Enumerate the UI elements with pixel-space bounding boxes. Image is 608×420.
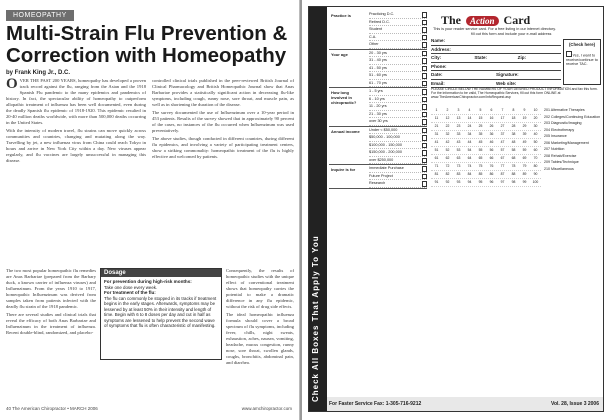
section-tab: HOMEOPATHY (6, 10, 74, 21)
grid-number[interactable]: 52 (445, 148, 450, 152)
form-field-label: Address: (431, 46, 451, 52)
survey-option[interactable] (369, 111, 427, 119)
category-label[interactable]: 206 Marketing/Management (544, 140, 589, 145)
brand-logo: Action (466, 16, 499, 26)
grid-row (431, 147, 541, 155)
grid-number[interactable]: 31 (434, 132, 439, 136)
grid-number[interactable]: 93 (456, 180, 461, 184)
grid-number[interactable]: 100 (532, 180, 539, 184)
grid-number[interactable]: 73 (456, 164, 461, 168)
grid-number[interactable]: 45 (478, 140, 483, 144)
grid-number[interactable]: 75 (478, 164, 483, 168)
grid-row (431, 123, 541, 131)
grid-number[interactable]: 46 (489, 140, 494, 144)
grid-number[interactable]: 7 (501, 108, 504, 112)
dosage-heading: Dosage (101, 269, 221, 277)
grid-number[interactable]: 61 (434, 156, 439, 160)
checkbox[interactable] (422, 143, 428, 149)
survey-option[interactable] (369, 165, 427, 173)
dosage-sidebar (100, 268, 222, 360)
grid-row (431, 139, 541, 147)
left-page (0, 0, 300, 420)
grid-number[interactable]: 94 (467, 180, 472, 184)
side-banner (309, 7, 327, 411)
checkbox[interactable] (422, 81, 428, 87)
checkbox[interactable] (422, 20, 428, 26)
survey-option-label: 51 - 60 yrs (369, 73, 387, 77)
survey-option[interactable] (369, 11, 427, 19)
survey-option-label: Research (369, 181, 386, 185)
grid-number[interactable]: 91 (434, 180, 439, 184)
survey-question (329, 11, 427, 50)
survey-question-label: How long involved in chiropractic? (331, 90, 357, 105)
grid-number[interactable]: 60 (533, 148, 538, 152)
category-label[interactable]: 202 Colleges/Continuing Education (544, 114, 601, 119)
grid-number[interactable]: 76 (489, 164, 494, 168)
check-here-title: (Check here) (568, 42, 596, 47)
survey-option-label: 41 - 50 yrs (369, 65, 387, 70)
grid-number[interactable]: 5 (479, 108, 482, 112)
grid-number[interactable]: 78 (511, 164, 516, 168)
check-here-box (563, 39, 601, 85)
grid-number[interactable]: 55 (478, 148, 483, 152)
survey-option[interactable] (369, 26, 427, 34)
form-field-row[interactable] (431, 54, 561, 63)
checkbox[interactable] (422, 35, 428, 41)
checkbox[interactable] (422, 104, 428, 110)
survey-option-label: 1 - 5 yrs (369, 89, 383, 93)
survey-option-label: Retired D.C. (369, 19, 390, 24)
form-field-row[interactable] (431, 37, 561, 46)
check-here-item[interactable]: Yes, I want to receive/continue to receive TAC. (566, 50, 598, 66)
checkbox[interactable] (566, 51, 572, 57)
grid-number[interactable]: 82 (445, 172, 450, 176)
grid-number[interactable]: 96 (489, 180, 494, 184)
survey-option[interactable] (369, 103, 427, 111)
category-label[interactable]: 210 Miscellaneous (544, 166, 574, 171)
grid-number[interactable]: 69 (522, 156, 527, 160)
grid-row (431, 155, 541, 163)
grid-number[interactable]: 68 (511, 156, 516, 160)
category-label[interactable]: 204 Electrotherapy (544, 127, 575, 132)
form-field-label: Email: (431, 80, 445, 86)
category-label[interactable]: 209 Tables/Technique (544, 160, 579, 164)
checkbox[interactable] (422, 135, 428, 141)
grid-number[interactable]: 10 (533, 108, 538, 112)
right-page (302, 0, 608, 420)
grid-number[interactable]: 32 (445, 132, 450, 136)
article-title: Multi-Strain Flu Prevention & Correction with Homeopathy (6, 22, 288, 67)
checkbox[interactable] (422, 58, 428, 64)
grid-number[interactable]: 47 (500, 140, 505, 144)
grid-row (431, 179, 541, 187)
grid-number[interactable]: 83 (456, 172, 461, 176)
card-subtitle: This is your reader service card. For a free listing in our internet directory. (433, 27, 556, 31)
grid-number[interactable]: 44 (467, 140, 472, 144)
survey-option[interactable] (369, 80, 427, 88)
grid-number[interactable]: 51 (434, 148, 439, 152)
grid-number[interactable]: 12 (445, 116, 450, 120)
survey-question-label: Inquire is for (331, 167, 356, 172)
grid-number[interactable]: 18 (511, 116, 516, 120)
grid-number[interactable]: 86 (489, 172, 494, 176)
grid-number[interactable]: 3 (457, 108, 460, 112)
grid-number[interactable]: 27 (500, 124, 505, 128)
page-footer-right: www.amchiropractor.com (241, 406, 292, 411)
grid-number[interactable]: 13 (456, 116, 461, 120)
checkbox[interactable] (422, 166, 428, 172)
survey-option-label: 31 - 40 yrs (369, 58, 387, 62)
card-header (431, 11, 599, 35)
survey-option-label: over 30 yrs (369, 119, 388, 123)
survey-option[interactable] (369, 118, 427, 126)
survey-option-label: over $250,000 (369, 157, 394, 162)
grid-row (431, 131, 541, 139)
grid-number[interactable]: 4 (468, 108, 471, 112)
survey-option[interactable] (369, 149, 427, 157)
survey-option[interactable] (369, 142, 427, 150)
survey-option-label: Student (369, 27, 383, 31)
grid-row (431, 107, 541, 115)
grid-number[interactable]: 42 (445, 140, 450, 144)
grid-row (431, 163, 541, 171)
grid-number[interactable]: 21 (434, 124, 439, 128)
survey-question (329, 165, 427, 189)
survey-option[interactable] (369, 96, 427, 104)
grid-number[interactable]: 16 (489, 116, 494, 120)
grid-number[interactable]: 36 (489, 132, 494, 136)
survey-option[interactable] (369, 50, 427, 58)
survey-option[interactable] (369, 57, 427, 65)
survey-option-label: 11 - 20 yrs (369, 104, 387, 108)
grid-number[interactable]: 43 (456, 140, 461, 144)
form-field-label: Name: (431, 38, 446, 43)
checkbox[interactable] (422, 89, 428, 95)
grid-number[interactable]: 39 (522, 132, 527, 136)
grid-number[interactable]: 37 (500, 132, 505, 136)
checkbox[interactable] (422, 27, 428, 33)
article-byline: by Frank King Jr., D.C. (6, 70, 71, 76)
survey-question (329, 88, 427, 127)
grid-number[interactable]: 41 (434, 140, 439, 144)
survey-option-label: Future Project (369, 173, 393, 178)
dosage-body (101, 277, 221, 331)
grid-number[interactable]: 77 (500, 164, 505, 168)
circle-instructions: PLEASE CIRCLE BELOW THE NUMBERS OF YOUR DESIRED PRODUCT INFORMATION and fax this form. For the information to be valid, The Homeopathic Services, fill out this form ONLINE at www.TheAmericanChiropractor.com/InfoRequest.asp (431, 87, 598, 100)
paragraph: With the intensity of modern travel, flu strains can move quickly across communities and countries, changing and mutating along the way. Travelling by jet, a new influenza virus from China could reach Tokyo in hours and arrive in New York City within a day. New viruses appear regularly, and flu vaccines are largely unsuccessful in managing this disease. (6, 128, 146, 163)
survey-option-label: C.A. (369, 34, 377, 39)
grid-number[interactable]: 34 (467, 132, 472, 136)
brand-pre: The (441, 13, 462, 27)
checkbox[interactable] (422, 150, 428, 156)
grid-number[interactable]: 89 (522, 172, 527, 176)
survey-option-label: 61 - 70 yrs (369, 80, 387, 85)
dosage-prevention-label: For prevention during high-risk months: (104, 279, 192, 284)
fax-number: For Faster Service Fax: 1-305-716-9212 (329, 401, 422, 407)
grid-number[interactable]: 9 (523, 108, 526, 112)
form-field-label: City: (431, 55, 442, 60)
grid-number[interactable]: 20 (533, 116, 538, 120)
survey-option-label: Practicing D.C. (369, 12, 395, 16)
form-field-label: Signature: (496, 72, 519, 77)
grid-number[interactable]: 1 (435, 108, 438, 112)
form-field-label: Zip: (517, 55, 527, 60)
page-footer-left: 40 The American Chiropractor • MARCH 2006 (6, 406, 98, 411)
category-label[interactable]: 205 Insurance (544, 134, 567, 138)
grid-number[interactable]: 50 (533, 140, 538, 144)
checkbox[interactable] (422, 181, 428, 187)
survey-question-label: Annual income (331, 128, 360, 134)
grid-number[interactable]: 74 (467, 164, 472, 168)
survey-column (329, 11, 427, 209)
survey-option[interactable] (369, 88, 427, 96)
grid-number[interactable]: 26 (489, 124, 494, 128)
survey-question-label: Your age (331, 51, 348, 57)
grid-number[interactable]: 84 (467, 172, 472, 176)
form-field-row[interactable] (431, 46, 561, 55)
grid-number[interactable]: 90 (533, 172, 538, 176)
form-field-label: Web site: (496, 80, 517, 86)
grid-number[interactable]: 72 (445, 164, 450, 168)
survey-option[interactable] (369, 173, 427, 181)
survey-option-label: Under < $50,000 (369, 127, 398, 132)
grid-number[interactable]: 87 (500, 172, 505, 176)
grid-number[interactable]: 81 (434, 172, 439, 176)
grid-number[interactable]: 88 (511, 172, 516, 176)
grid-number[interactable]: 56 (489, 148, 494, 152)
category-labels (544, 107, 602, 172)
drop-cap: O (6, 78, 18, 92)
grid-number[interactable]: 6 (490, 108, 493, 112)
dosage-treatment-text: The flu can commonly be stopped in its tracks if treatment begins in the early stages. Afterwards, symptoms may be lessened by at least 50% in their intensity and length of time. Begin with 6 to 8 doses per day and cut in half as symptoms are lessened to help prevent the second wave of symptoms that flu is often characteristic of manifesting. (104, 295, 217, 328)
reader-service-card (308, 6, 604, 412)
grid-number[interactable]: 59 (522, 148, 527, 152)
grid-number[interactable]: 40 (533, 132, 538, 136)
card-brand (441, 13, 530, 28)
form-field-row[interactable] (431, 71, 561, 80)
survey-option-label: $150,000 - 200,000 (369, 150, 402, 154)
grid-number[interactable]: 70 (533, 156, 538, 160)
category-label[interactable]: 203 Diagnostic/Imaging (544, 121, 582, 125)
checkbox[interactable] (422, 66, 428, 72)
survey-option-label: $50,000 - 100,000 (369, 135, 400, 139)
side-banner-text: Check All Boxes That Apply To You (311, 235, 320, 402)
survey-option[interactable] (369, 180, 427, 188)
survey-option-label: 21 - 30 yrs (369, 111, 387, 116)
survey-option[interactable] (369, 65, 427, 73)
survey-option-label: 6 - 10 yrs (369, 96, 385, 101)
grid-number[interactable]: 67 (500, 156, 505, 160)
grid-number[interactable]: 35 (478, 132, 483, 136)
grid-number[interactable]: 65 (478, 156, 483, 160)
survey-option[interactable] (369, 72, 427, 80)
grid-number[interactable]: 54 (467, 148, 472, 152)
brand-post: Card (503, 13, 531, 27)
checkbox[interactable] (422, 128, 428, 134)
form-field-label: Date: (431, 72, 443, 77)
grid-number[interactable]: 66 (489, 156, 494, 160)
checkbox[interactable] (422, 12, 428, 18)
form-field-row[interactable] (431, 63, 561, 72)
grid-number[interactable]: 30 (533, 124, 538, 128)
survey-option-label: Other (369, 42, 379, 46)
checkbox[interactable] (422, 174, 428, 180)
survey-question (329, 50, 427, 89)
dosage-prevention-text: Take one dose every week. (104, 284, 158, 290)
grid-number[interactable]: 95 (478, 180, 483, 184)
checkbox[interactable] (422, 73, 428, 79)
category-label[interactable]: 201 Alternative Therapies (544, 108, 585, 112)
checkbox[interactable] (422, 42, 428, 48)
article-column-3 (226, 268, 294, 410)
grid-number[interactable]: 99 (522, 180, 527, 184)
grid-number[interactable]: 97 (500, 180, 505, 184)
paragraph: There are several studies and clinical trials that reveal the efficacy of both Anas Barbariae and Influenzinum in the treatment of influenza. Recent double-blind, randomized, and placebo- (6, 312, 96, 335)
card-instructions: fill out this form and include your e-mail address (471, 32, 552, 36)
grid-number[interactable]: 33 (456, 132, 461, 136)
grid-number[interactable]: 8 (512, 108, 515, 112)
grid-number[interactable]: 25 (478, 124, 483, 128)
grid-number[interactable]: 14 (467, 116, 472, 120)
grid-number[interactable]: 62 (445, 156, 450, 160)
paragraph: Consequently, the results of homeopathic studies with the unique effect of conventional treatment shows that homeopathy carries the potential to make a dramatic difference in any flu epidemic, without the risk of drug side effects. (226, 268, 294, 309)
grid-number[interactable]: 19 (522, 116, 527, 120)
grid-number[interactable]: 85 (478, 172, 483, 176)
grid-number[interactable]: 29 (522, 124, 527, 128)
article-column-2 (152, 78, 294, 268)
survey-option[interactable] (369, 41, 427, 49)
paragraph: The survey documented the use of Influenzinum over a 10-year period in 453 patients. Results of the survey showed that in approximately 90 percent of the cases, no instances of the flu occurred when Influenzinum was used preventatively. (152, 110, 294, 133)
grid-number[interactable]: 48 (511, 140, 516, 144)
survey-question-label: Practice is (331, 13, 352, 18)
grid-number[interactable]: 15 (478, 116, 483, 120)
paragraph: controlled clinical trials published in the peer-reviewed British Journal of Clinical Pharmacology and British Homeopathic Journal show that Anas Barbariae provides a statistically significant action in decreasing flu-like symptoms, including cough, runny nose, sore throat, and muscle pain, as well as in shortening the duration of the disease. (152, 78, 294, 107)
form-field-label: Phone: (431, 63, 447, 69)
contact-form (431, 37, 561, 88)
checkbox[interactable] (422, 112, 428, 118)
number-grid (431, 107, 541, 187)
grid-number[interactable]: 28 (511, 124, 516, 128)
paragraph: The above studies, though conducted in different countries, during different flu epidemics, and involving a variety of participating treatment centers, show a striking commonality: homeopathic treatment of the flu is highly effective and welcomed by patients. (152, 136, 294, 159)
category-label[interactable]: 208 Rehab/Exercise (544, 153, 577, 158)
paragraph: The two most popular homeopathic flu remedies are Anas Barbariae (prepared from the Barbary duck, a known carrier of influenza viruses) and Influenzinum. From the years 1910 to 1917, homeopathic Influenzinum was derived from samples taken from patients infected with the deadly flu strain of the 1918 pandemic. (6, 268, 96, 309)
survey-option[interactable] (369, 157, 427, 165)
checkbox[interactable] (422, 97, 428, 103)
grid-number[interactable]: 71 (434, 164, 439, 168)
survey-option-label: Immediate Purchase (369, 166, 404, 170)
grid-number[interactable]: 79 (522, 164, 527, 168)
paragraph: The ideal homeopathic influenza formula should cover a broad spectrum of flu symptoms, including fever, chills, night sweats, exhaustion, aches, nausea, vomiting, headache, mucus congestion, runny nose, sore throat, swollen glands, coughs, bronchitis, abdominal pain, and diarrhea. (226, 312, 294, 365)
grid-number[interactable]: 17 (500, 116, 505, 120)
survey-option-label: $100,000 - 150,000 (369, 142, 402, 147)
checkbox[interactable] (422, 158, 428, 164)
grid-number[interactable]: 63 (456, 156, 461, 160)
grid-number[interactable]: 23 (456, 124, 461, 128)
grid-number[interactable]: 2 (446, 108, 449, 112)
grid-number[interactable]: 98 (511, 180, 516, 184)
grid-number[interactable]: 92 (445, 180, 450, 184)
survey-option[interactable] (369, 34, 427, 42)
grid-number[interactable]: 53 (456, 148, 461, 152)
article-column-1-continued (6, 268, 96, 408)
grid-number[interactable]: 11 (434, 116, 439, 120)
survey-option[interactable] (369, 134, 427, 142)
grid-number[interactable]: 22 (445, 124, 450, 128)
volume-info: Vol. 28, Issue 3 2006 (551, 401, 599, 407)
grid-row (431, 115, 541, 123)
survey-option-label: 20 - 30 yrs (369, 50, 387, 55)
grid-number[interactable]: 49 (522, 140, 527, 144)
grid-number[interactable]: 24 (467, 124, 472, 128)
checkbox[interactable] (422, 119, 428, 125)
form-field-label: State: (474, 55, 488, 60)
category-label[interactable]: 207 Nutrition (544, 147, 565, 151)
paragraph: OVER THE PAST 200 YEARS, homeopathy has developed a proven track record against the flu, ranging from the Asian and the 1918 Spanish Flu pandemic to the many epidemics and pandemics of history. In fact, the spectacular ability of homeopathy to outperform allopathic treatment of influenza has been well documented, even during the deadly Spanish flu epidemic of 1918-1920. This epidemic resulted in 20-40 million deaths worldwide, with more than 500,000 deaths occurring in the United States. (6, 78, 146, 125)
grid-number[interactable]: 80 (533, 164, 538, 168)
survey-option[interactable] (369, 19, 427, 27)
survey-question (329, 127, 427, 166)
grid-number[interactable]: 57 (500, 148, 505, 152)
checkbox[interactable] (422, 51, 428, 57)
grid-number[interactable]: 38 (511, 132, 516, 136)
dosage-treatment-label: For treatment of the flu: (104, 290, 156, 295)
grid-number[interactable]: 58 (511, 148, 516, 152)
grid-row (431, 171, 541, 179)
survey-option[interactable] (369, 127, 427, 135)
grid-number[interactable]: 64 (467, 156, 472, 160)
